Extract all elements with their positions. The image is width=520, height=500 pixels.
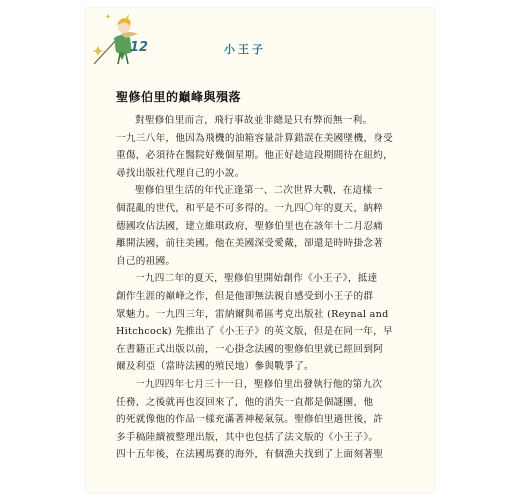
text-line: 對聖修伯里而言，飛行事故並非總是只有弊而無一利。 bbox=[135, 115, 373, 126]
text-line: 眾魅力。一九四三年，雷納爾與希區考克出版社 (Reynal and bbox=[116, 308, 389, 320]
text-line: 四十五年後，在法國馬賽的海外，有個漁夫找到了上面刻著聖 bbox=[116, 449, 384, 461]
text-line: 一九四四年七月三十一日，聖修伯里出發執行他的第九次 bbox=[135, 378, 383, 390]
running-header-title: 小王子 bbox=[224, 43, 266, 56]
text-line: 任務，之後就再也沒回來了，他的消失一直都是個謎團，他 bbox=[116, 396, 374, 408]
text-line: 尋找出版社代理自己的小說。 bbox=[116, 167, 245, 179]
text-line: 多手稿陸續被整理出版，其中也包括了法文版的《小王子》。 bbox=[116, 431, 379, 443]
text-line: 創作生涯的巔峰之作，但是他卻無法親自感受到小王子的群 bbox=[116, 290, 374, 302]
section-title: 聖修伯里的巔峰與殞落 bbox=[116, 90, 242, 104]
book-page bbox=[86, 8, 434, 492]
text-line: Hitchcock) 先推出了《小王子》的英文版，但是在同一年，早 bbox=[116, 326, 393, 338]
text-line: 自己的祖國。 bbox=[116, 255, 176, 267]
text-line: 在書籍正式出版以前，一心掛念法國的聖修伯里就已經回到阿 bbox=[116, 343, 384, 355]
little-prince-illustration-icon bbox=[88, 8, 148, 70]
text-line: 爾及利亞（當時法國的殖民地）參與戰爭了。 bbox=[116, 361, 314, 373]
text-line: 聖修伯里生活的年代正逢第一、二次世界大戰，在這樣一 bbox=[135, 185, 383, 197]
text-line: 德國攻佔法國，建立維琪政府，聖修伯里也在該年十二月忍痛 bbox=[116, 220, 384, 232]
text-line: 個混亂的世代，和平是不可多得的。一九四〇年的夏天，納粹 bbox=[116, 202, 384, 214]
text-line: 離開法國，前往美國。他在美國深受愛戴，卻還是時時掛念著 bbox=[116, 238, 384, 250]
text-line: 一九三八年，他因為飛機的油箱容量計算錯誤在美國墜機，身受 bbox=[116, 132, 394, 144]
text-line: 一九四二年的夏天，聖修伯里開始創作《小王子》，抵達 bbox=[135, 273, 378, 285]
page-number: 12 bbox=[130, 40, 149, 55]
body-text bbox=[116, 112, 406, 464]
text-line: 的死就像他的作品一樣充滿著神秘氣氛。聖修伯里過世後，許 bbox=[116, 414, 384, 426]
text-line: 重傷，必須待在醫院好幾個星期。他正好趁這段期間待在紐約， bbox=[116, 150, 394, 162]
